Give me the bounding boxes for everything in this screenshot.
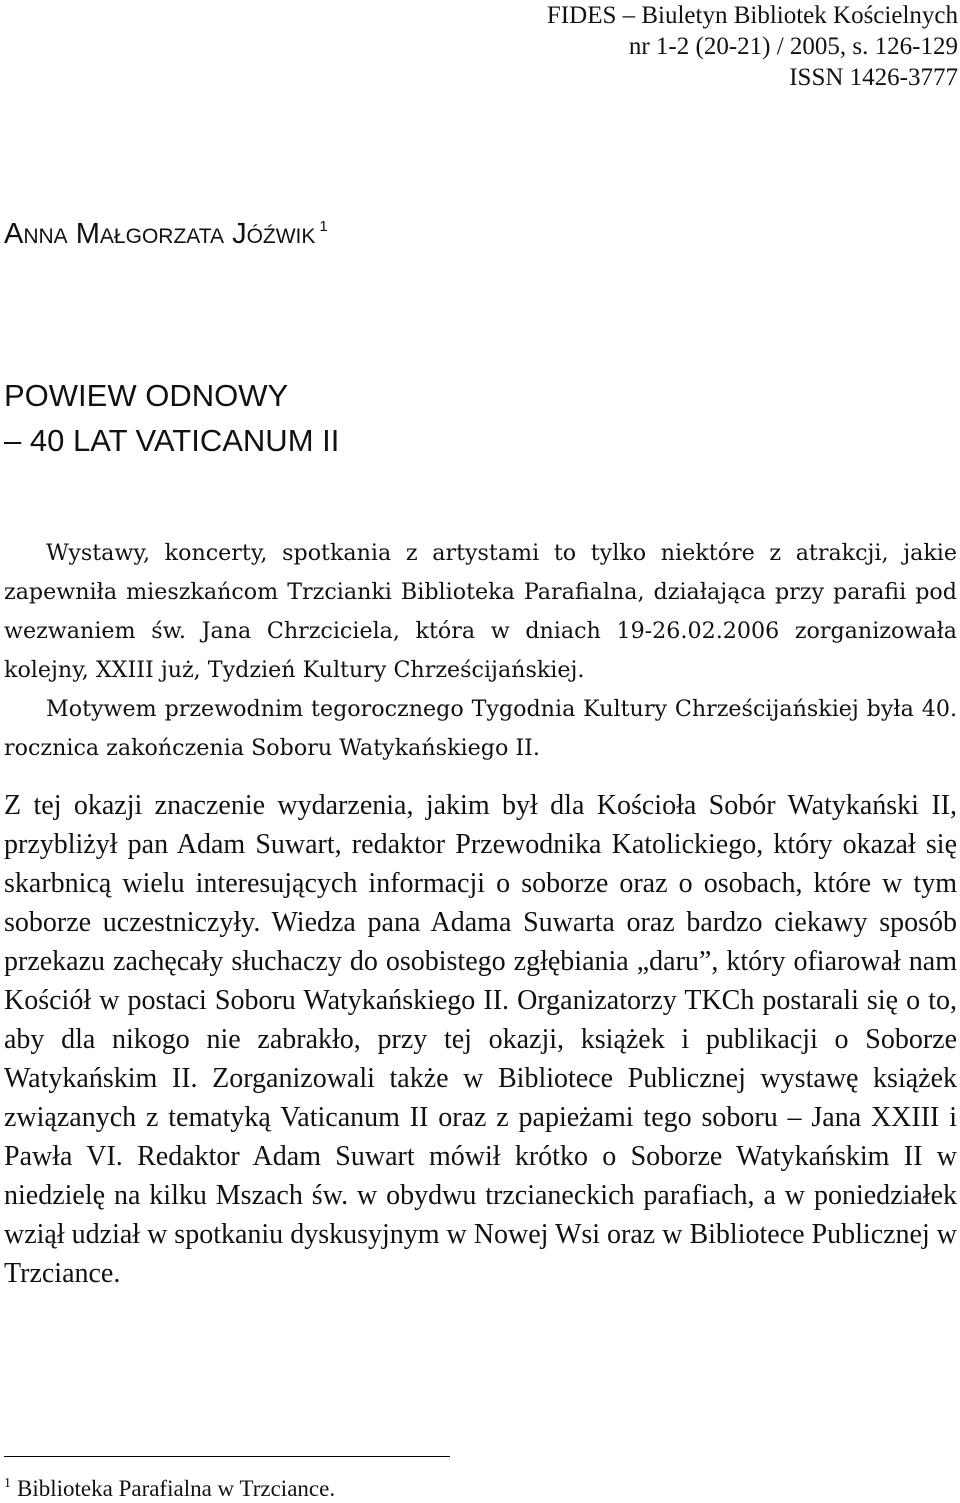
- lead-paragraph-2: Motywem przewodnim tegorocznego Tygodnia Kultury Chrześcijańskiej była 40. rocznica zakończenia Soboru Watykańskiego II.: [4, 696, 957, 761]
- author-first-rest: NNA: [23, 225, 68, 248]
- footnote-text: Biblioteka Parafialna w Trzciance.: [17, 1476, 336, 1501]
- article-title: [4, 373, 339, 463]
- author-last-initial: J: [232, 218, 247, 250]
- author-first-initial: A: [4, 218, 24, 250]
- body-section: [4, 786, 957, 1293]
- journal-issue: nr 1-2 (20-21) / 2005, s. 126-129: [628, 33, 958, 60]
- author-footnote-mark: 1: [319, 218, 328, 235]
- footnote-mark: 1: [4, 1476, 11, 1491]
- journal-header: [547, 0, 958, 93]
- journal-issn: ISSN 1426-3777: [789, 64, 958, 91]
- footnote: [4, 1470, 335, 1503]
- article-title-line1: POWIEW ODNOWY: [4, 378, 289, 413]
- author-middle-rest: AŁGORZATA: [99, 225, 224, 248]
- journal-title: FIDES – Biuletyn Bibliotek Kościelnych: [546, 2, 958, 29]
- author-middle-initial: M: [75, 218, 100, 250]
- article-title-line2: – 40 LAT VATICANUM II: [4, 423, 340, 458]
- lead-section: [4, 534, 957, 768]
- body-paragraph: Z tej okazji znaczenie wydarzenia, jakim był dla Kościoła Sobór Watykański II, przybliżył pan Adam Suwart, redaktor Przewodnika Katolickiego, który okazał się skarbnicą wielu interesujących informacji o soborze oraz o osobach, które w tym soborze uczestniczyły. Wiedza pana Adama Suwarta oraz bardzo ciekawy sposób przekazu zachęcały słuchaczy do osobistego zgłębiania „daru”, który ofiarował nam Kościół w postaci Soboru Watykańskiego II. Organizatorzy TKCh postarali się o to, aby dla nikogo nie zabrakło, przy tej okazji, książek i publikacji o Soborze Watykańskim II. Zorganizowali także w Bibliotece Publicznej wystawę książek związanych z tematyką Vaticanum II oraz z papieżami tego soboru – Jana XXIII i Pawła VI. Redaktor Adam Suwart mówił krótko o Soborze Watykańskim II w niedzielę na kilku Mszach św. w obydwu trzcianeckich parafiach, a w poniedziałek wziął udział w spotkaniu dyskusyjnym w Nowej Wsi oraz w Bibliotece Publicznej w Trzciance.: [4, 790, 957, 1289]
- lead-paragraph-1: Wystawy, koncerty, spotkania z artystami to tylko niektóre z atrakcji, jakie zapewniła mieszkańcom Trzcianki Biblioteka Parafialna, działająca przy parafii pod wezwaniem św. Jana Chrzciciela, która w dniach 19-26.02.2006 zorganizowała kolejny, XXIII już, Tydzień Kultury Chrześcijańskiej.: [4, 540, 957, 683]
- author-name: [4, 218, 328, 251]
- author-last-rest: ÓŹWIK: [246, 225, 316, 248]
- footnote-divider: [4, 1456, 450, 1457]
